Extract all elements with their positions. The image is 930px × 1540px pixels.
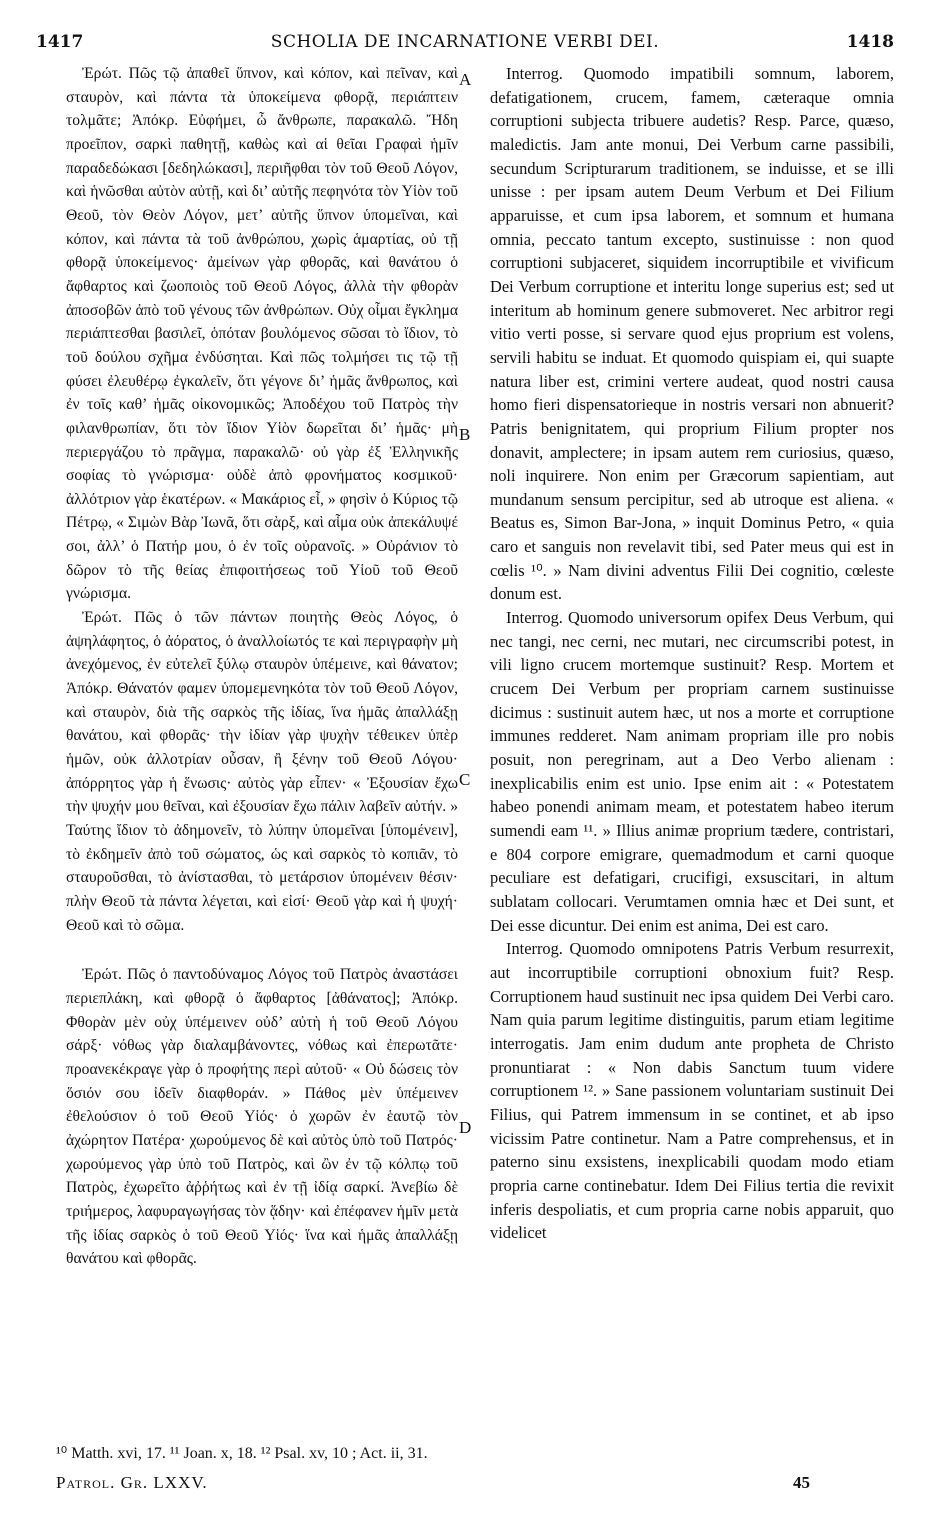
- section-marker-d: D: [459, 1118, 472, 1137]
- running-header: [36, 32, 894, 60]
- page-number-left: 1417: [36, 32, 84, 52]
- section-marker-c: C: [459, 770, 471, 789]
- running-title: SCHOLIA DE INCARNATIONE VERBI DEI.: [270, 32, 660, 52]
- greek-paragraph: Ἐρώτ. Πῶς ὁ τῶν πάντων ποιητὴς Θεὸς Λόγος, ὁ ἀψηλάφητος, ὁ ἀόρατος, ὁ ἀναλλοίωτός τε καὶ περιγραφὴν μὴ ἀνεχόμενος, ἐν εὐτελεῖ ξύλῳ σταυρὸν ὑπέμεινε, καὶ θάνατον; Ἀπόκρ. Θάνατόν φαμεν ὑπομεμενηκότα τὸν τοῦ Θεοῦ Λόγον, καὶ σταυρὸν, διὰ τῆς σαρκὸς τῆς ἰδίας, ἵνα ἡμᾶς ἀπαλλάξῃ θανάτου, καὶ φθορᾶς· τὴν ἰδίαν γὰρ ψυχὴν τέθεικεν ὑπὲρ ἡμῶν, οὐκ ἀλλοτρίαν οὖσαν, ἢ ξένην τοῦ Θεοῦ Λόγου· ἀπόρρητος γὰρ ἡ ἕνωσις· αὐτὸς γὰρ εἶπεν· « Ἐξουσίαν ἔχω τὴν ψυχήν μου θεῖναι, καὶ ἐξουσίαν ἔχω πάλιν λαβεῖν αὐτήν. » Ταύτης ἴδιον τὸ ἀδημονεῖν, τὸ λύπην ὑπομεῖναι [ὑπομένειν], τὸ ἐκδημεῖν ἀπὸ τοῦ σώματος, ὡς καὶ σαρκὸς τὸ κοπιᾶν, τὸ σταυροῦσθαι, τὸ ἀνίστασθαι, τὸ μετάρσιον ὑπομένειν θέσιν· πλὴν Θεοῦ τὰ πάντα λέγεται, καὶ εἰσί· Θεοῦ γὰρ καὶ ἡ ψυχή· Θεοῦ καὶ τὸ σῶμα.: [66, 609, 458, 934]
- section-marker-a: A: [459, 70, 472, 89]
- latin-paragraph: Interrog. Quomodo impatibili somnum, laborem, defatigationem, crucem, famem, cæteraque omnia corruptioni subjecta tribuere audetis? Resp. Parce, quæso, maledictis. Jam ante monui, Dei Verbum carne passibili, secundum Scripturarum traditionem, se induisse, et se illi unisse : per ipsam autem Deum Verbum et Dei Filium apparuisse, et cum ipsa laborem, et somnum et humana omnia, peccato tantum excepto, sustinuisse : non quod corruptioni subjaceret, siquidem incorruptibile et vivificum Dei Verbum corruptione et interitu longe superius est; sed ut interitum ab hominum genere submoveret. Nec arbitror regi vitio verti posse, si servare quod ejus proprium est volens, servili habitu se induat. Et quomodo quispiam ei, qui suapte natura liber est, crimini vertere audeat, quod nostri causa homo fieri dispensatorieque in nostris versari non abnuerit? Patris benignitatem, qui proprium Filium propter nos donavit, amplectere; in ipsam autem rem curiosius, quæso, noli inquirere. Non enim per Græcorum sapientiam, aut mundanum sensum percipitur, sed ab utroque est aliena. « Beatus es, Simon Bar-Jona, » inquit Dominus Petro, « quia caro et sanguis non revelavit tibi, sed Pater meus qui est in cœlis ¹⁰. » Nam divini adventus Filii Dei cognitio, cœleste donum est.: [490, 64, 894, 604]
- greek-paragraph: Ἐρώτ. Πῶς ὁ παντοδύναμος Λόγος τοῦ Πατρὸς ἀναστάσει περιεπλάκη, καὶ φθορᾷ ὁ ἄφθαρτος [ἀθάνατος]; Ἀπόκρ. Φθορὰν μὲν οὐχ ὑπέμεινεν οὐδ’ αὐτὴ ἡ τοῦ Θεοῦ Λόγου σάρξ· νόθως γὰρ διαλαμβάνοντες, νόθως καὶ ἐπερωτᾶτε· προανεκέκραγε γὰρ ὁ προφήτης περὶ αὐτοῦ· « Οὐ δώσεις τὸν ὅσιόν σου ἰδεῖν διαφθοράν. » Πάθος μὲν ὑπέμεινεν ἐθελούσιον ὁ τοῦ Θεοῦ Υἱός· ὁ χωρῶν ἐν ἑαυτῷ τὸν ἀχώρητον Πατέρα· χωρούμενος δὲ καὶ αὐτὸς ὑπὸ τοῦ Πατρός· χωρούμενος γὰρ ὑπὸ τοῦ Πατρὸς, καὶ ὢν ἐν τῷ κόλπῳ τοῦ Πατρὸς, ἐχωρεῖτο ἀῤῥήτως καὶ ἐν τῇ ἰδίᾳ σαρκί. Ἀνεβίω δὲ τριήμερος, λαφυραγωγήσας τὸν ᾅδην· καὶ ἐπέφανεν ἡμῖν μετὰ τῆς ἰδίας σαρκὸς ὁ τοῦ Θεοῦ Υἱός· ἵνα καὶ ἡμᾶς ἀπαλλάξῃ θανάτου καὶ φθορᾶς.: [66, 966, 458, 1268]
- greek-column: [66, 62, 458, 1271]
- section-marker-b: B: [459, 425, 471, 444]
- latin-paragraph: Interrog. Quomodo omnipotens Patris Verbum resurrexit, aut incorruptibile corruptioni obnoxium fuit? Resp. Corruptionem haud sustinuit nec ipsa quidem Dei Verbi caro. Nam quia parum legitime distinguitis, parum etiam legitime interrogatis. Jam enim dudum ante propheta de Christo pronuntiarat : « Non dabis Sanctum tuum videre corruptionem ¹². » Sane passionem voluntariam sustinuit Dei Filius, qui Patrem immensum in se continet, et ab ipso vicissim Patre continetur. Nam a Patre comprehensus, et in paterno sinu exsistens, inexplicabili quodam modo etiam propria carne continebatur. Idem Dei Filius tertia die revixit inferis despoliatis, et cum propria carne nobis apparuit, quo videlicet: [490, 939, 894, 1243]
- sheet-number: 45: [793, 1473, 810, 1492]
- greek-paragraph: Ἐρώτ. Πῶς τῷ ἀπαθεῖ ὕπνον, καὶ κόπον, καὶ πεῖναν, καὶ σταυρὸν, καὶ πάντα τὰ ὑποκείμενα φθορᾷ, περιάπτειν τολμᾶτε; Ἀπόκρ. Εὐφήμει, ὦ ἄνθρωπε, παρακαλῶ. Ἤδη προεῖπον, σαρκὶ παθητῇ, καθὼς καὶ αἱ θεῖαι Γραφαὶ ἡμῖν παραδεδώκασι [δεδηλώκασι], περιῆφθαι τὸν τοῦ Θεοῦ Λόγον, καὶ ἡνῶσθαι αὐτὸν αὐτῇ, καὶ δι’ αὐτῆς πεφηνότα τὸν Υἱὸν τοῦ Θεοῦ, τὸν Θεὸν Λόγον, μετ’ αὐτῆς ὕπνον ὑπομεῖναι, καὶ κόπον, καὶ πάντα τὰ τοῦ ἀνθρώπου, χωρὶς ἁμαρτίας, οὐ τῇ φθορᾷ ὑποκείμενος· ἀμείνων γὰρ φθορᾶς, καὶ θανάτου ὁ ἄφθαρτος καὶ ζωοποιὸς τοῦ Θεοῦ Λόγος, ἀλλὰ τὴν φθορὰν ἀποσοβῶν ἀπὸ τοῦ γένους τῶν ἀνθρώπων. Οὐχ οἶμαι ἔγκλημα περιάπτεσθαι βασιλεῖ, ὁπόταν βουλόμενος σῶσαι τὸ ἴδιον, τὸ τοῦ δούλου σχῆμα ἐνδύσηται. Καὶ πῶς τολμήσει τις τῷ τῇ φύσει ἐλευθέρῳ ἐγκαλεῖν, ὅτι γέγονε δι’ ἡμᾶς ἄνθρωπος, καὶ ἐν τοῖς καθ’ ἡμᾶς οἰκονομικῶς; Ἀποδέχου τοῦ Πατρὸς τὴν φιλανθρωπίαν, ὅτι τὸν ἴδιον Υἱὸν δωρεῖται δι’ ἡμᾶς· μὴ περιεργάζου τὸ πρᾶγμα, παρακαλῶ· οὐ γὰρ ἐξ Ἑλληνικῆς σοφίας τὸ γνώρισμα· οὐδὲ ἀπὸ φρονήματος κοσμικοῦ· ἀλλότριον γὰρ ἑκατέρων. « Μακάριος εἶ, » φησὶν ὁ Κύριος τῷ Πέτρῳ, « Σιμὼν Βὰρ Ἰωνᾶ, ὅτι σὰρξ, καὶ αἷμα οὐκ ἀπεκάλυψέ σοι, ἀλλ’ ὁ Πατήρ μου, ὁ ἐν τοῖς οὐρανοῖς. » Οὐράνιον τὸ δῶρον τὸ τῆς θείας ἐπιφοιτήσεως τοῦ Υἱοῦ τοῦ Θεοῦ γνώρισμα.: [66, 65, 458, 603]
- footnotes: ¹⁰ Matth. xvi, 17. ¹¹ Joan. x, 18. ¹² Psal. xv, 10 ; Act. ii, 31.: [56, 1445, 428, 1462]
- latin-paragraph: Interrog. Quomodo universorum opifex Deus Verbum, qui nec tangi, nec cerni, nec mutari, nec circumscribi potest, in vili ligno crucem mortemque sustinuit? Resp. Mortem et crucem Dei Verbum per propriam carnem sustinuisse dicimus : sustinuit autem hæc, ut nos a morte et corruptione immunes redderet. Nam animam propriam ille pro nobis posuit, non peregrinam, aut a Deo Verbo alienam : inexplicabilis enim est unio. Ipse enim ait : « Potestatem habeo ponendi animam meam, et potestatem habeo iterum sumendi eam ¹¹. » Illius animæ proprium tædere, contristari, e 804 corpore emigrare, quemadmodum et carni quoque peculiare est defatigari, crucifigi, exsuscitari, in altum sublatam collocari. Verumtamen omnia hæc et Dei sunt, et Dei esse dicuntur. Dei enim est anima, Dei est caro.: [490, 608, 894, 935]
- latin-column: [490, 62, 894, 1245]
- series-signature: Patrol. Gr. LXXV.: [56, 1473, 208, 1492]
- page-number-right: 1418: [846, 32, 894, 52]
